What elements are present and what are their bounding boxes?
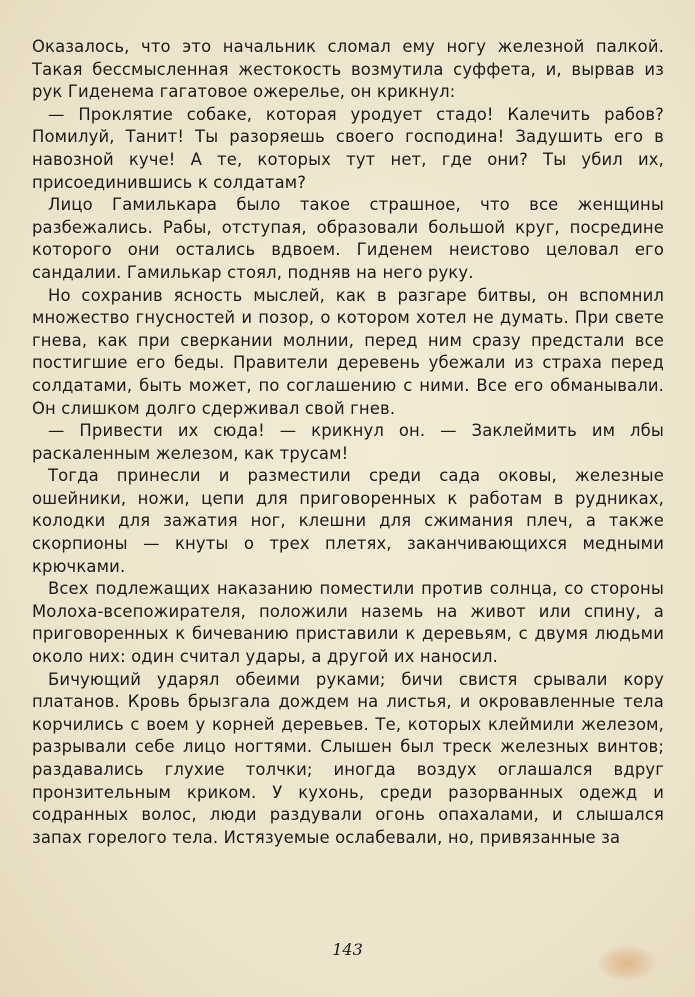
paragraph-5: — Привести их сюда! — крикнул он. — Заклеймить им лбы раскаленным железом, как трусам! [32,421,664,463]
body-text [32,36,664,849]
paragraph-4: Но сохранив ясность мыслей, как в разгаре битвы, он вспомнил множество гнусностей и позор, о котором хотел не думать. При свете гнева, как при сверкании молнии, перед ним сразу предстали все постигшие его беды. Правители деревень убежали из страха перед солдатами, быть может, по соглашению с ними. Все его обманывали. Он слишком долго сдерживал свой гнев. [32,285,664,418]
paragraph-3: Лицо Гамилькара было такое страшное, что все женщины разбежались. Рабы, отступая, образовали большой круг, посредине которого они остались вдвоем. Гиденем неистово целовал его сандалии. Гамилькар стоял, подняв на него руку. [32,195,664,282]
paragraph-6: Тогда принесли и разместили среди сада оковы, железные ошейники, ножи, цепи для приговоренных к работам в рудниках, колодки для зажатия ног, клешни для сжимания плеч, а также скорпионы — кнуты о трех плетях, заканчивающихся медными крючками. [32,466,664,576]
page-number: 143 [332,940,363,959]
paragraph-8: Бичующий ударял обеими руками; бичи свистя срывали кору платанов. Кровь брызгала дождем на листья, и окровавленные тела корчились с воем у корней деревьев. Те, которых клеймили железом, разрывали себе лицо ногтями. Слышен был треск железных винтов; раздавались глухие толчки; иногда воздух оглашался вдруг пронзительным криком. У кухонь, среди разорванных одежд и содранных волос, люди раздували огонь опахалами, и слышался запах горелого тела. Истязуемые ослабевали, но, привязанные за [32,669,664,847]
paper-stain [598,945,656,981]
paragraph-2: — Проклятие собаке, которая уродует стадо! Калечить рабов? Помилуй, Танит! Ты разоряешь своего господина! Задушить его в навозной куче! А те, которых тут нет, где они? Ты убил их, присоединившись к солдатам? [32,104,664,192]
paragraph-7: Всех подлежащих наказанию поместили против солнца, со стороны Молоха-всепожирателя, положили наземь на живот или спину, а приговоренных к бичеванию приставили к деревьям, с двумя людьми около них: один считал удары, а другой их наносил. [32,579,664,667]
paragraph-1: Оказалось, что это начальник сломал ему ногу железной палкой. Такая бессмысленная жестокость возмутила суффета, и, вырвав из рук Гиденема гагатовое ожерелье, он крикнул: [32,37,664,102]
